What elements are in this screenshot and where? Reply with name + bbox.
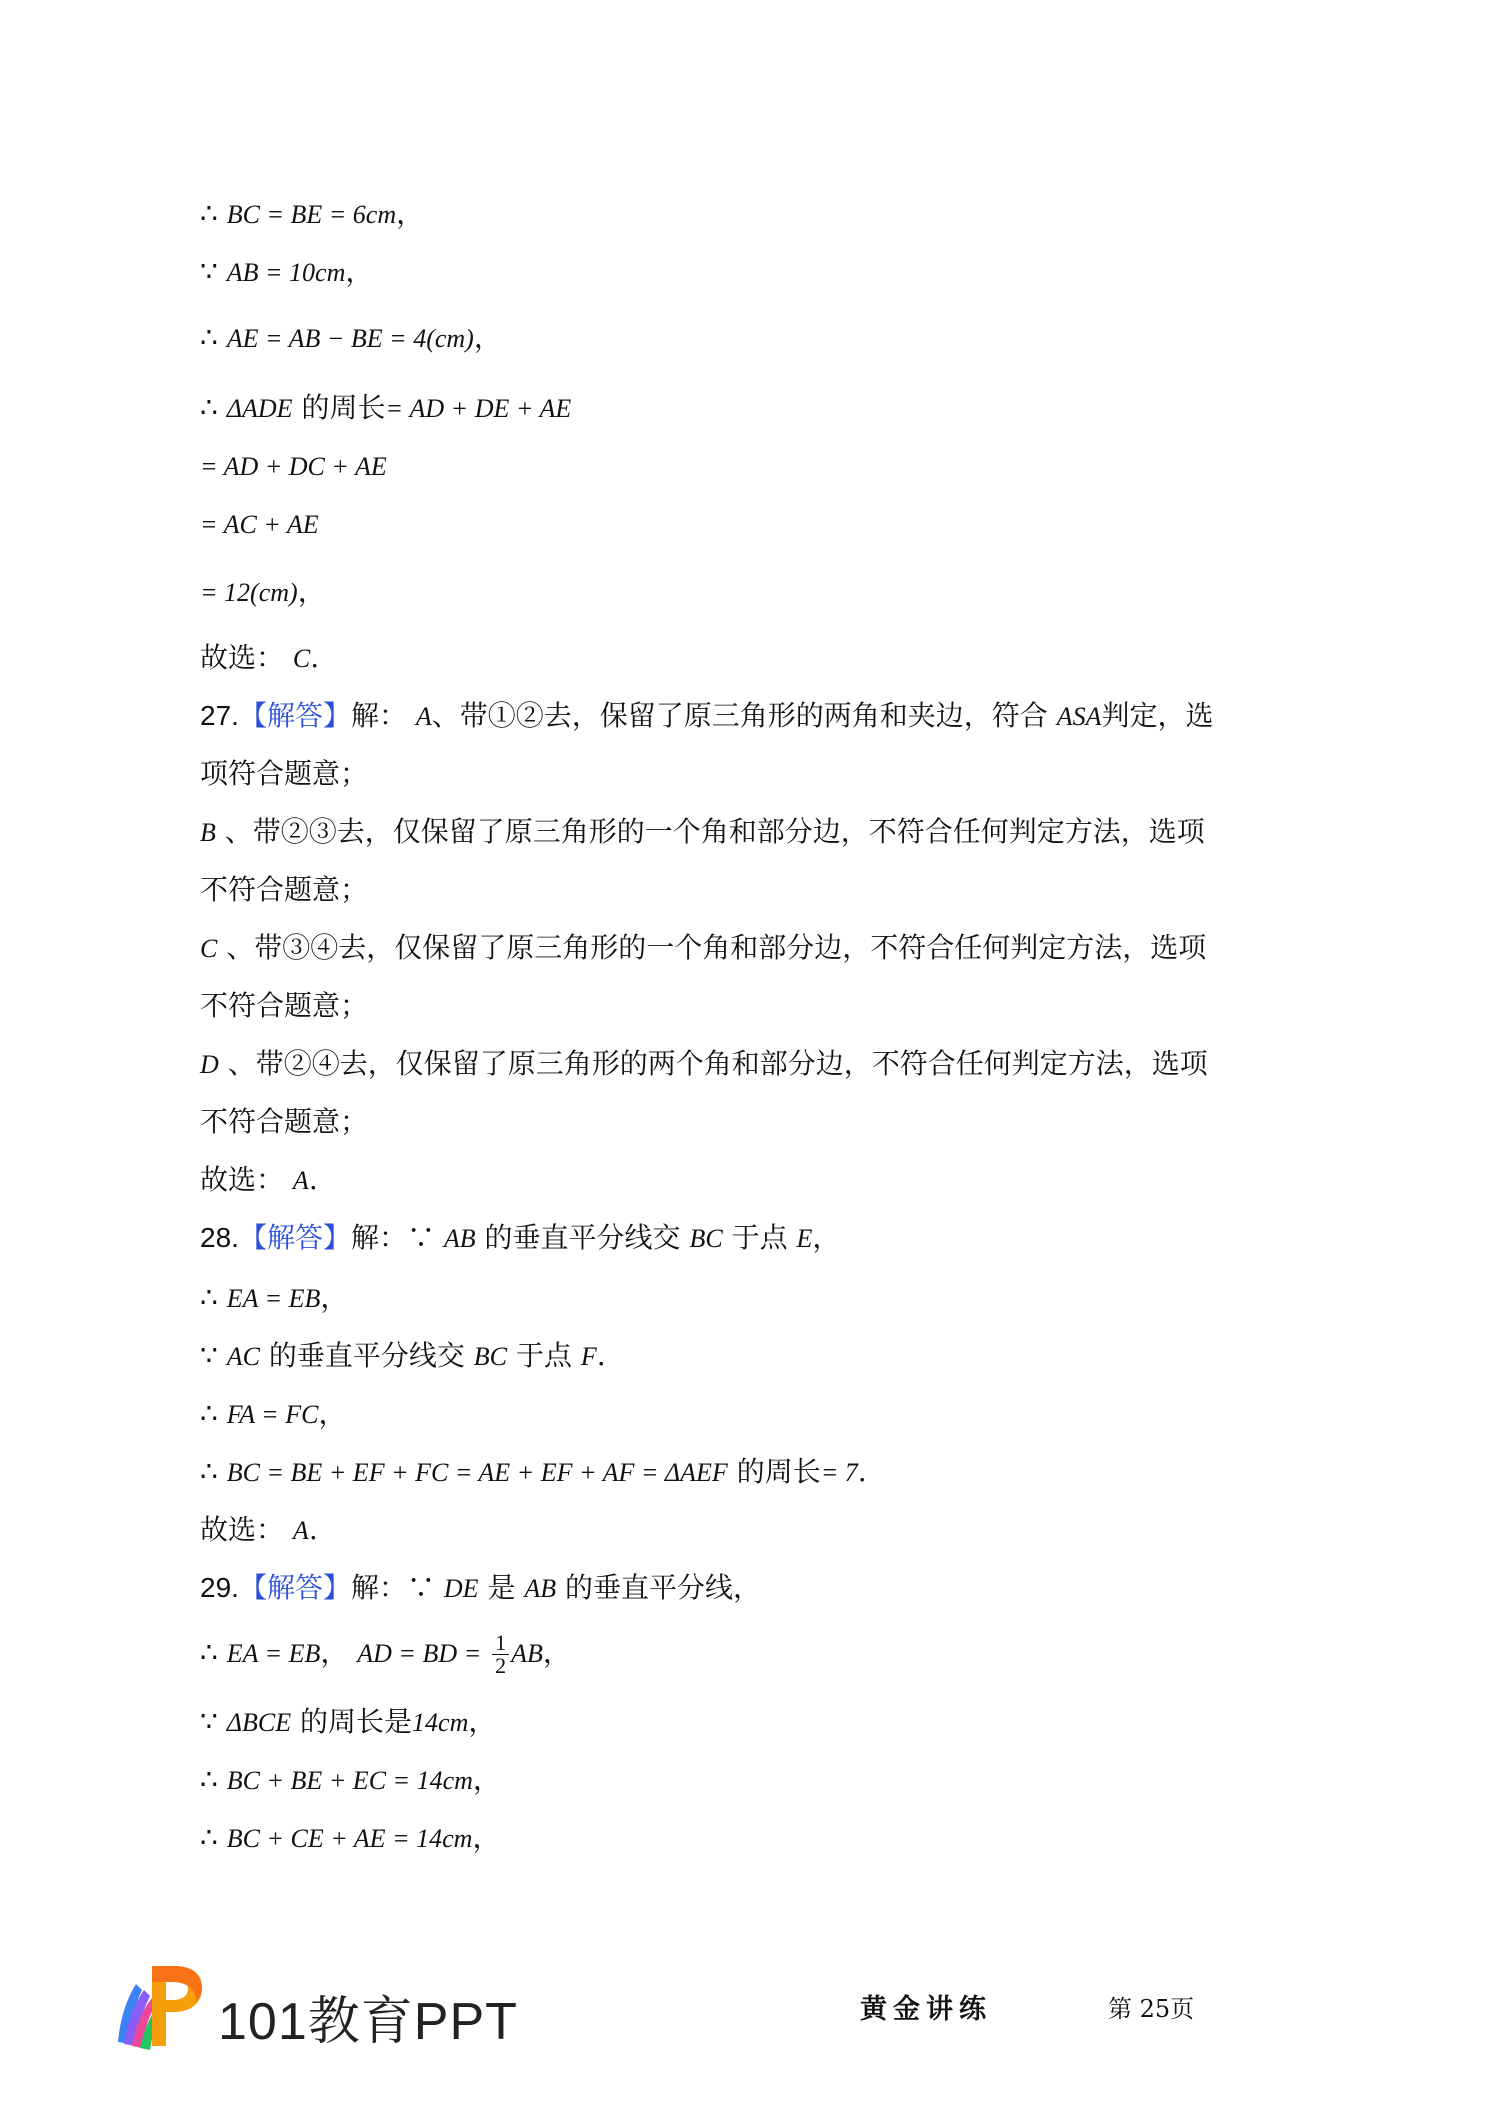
q27-option-b: B 、带②③去，仅保留了原三角形的一个角和部分边，不符合任何判定方法，选项 [200,815,1205,848]
q28-answer: 故选： A. [200,1513,318,1546]
q29-line-5: ∴ BC + CE + AE = 14cm， [200,1821,501,1854]
q28-number: 28. [200,1222,239,1253]
derivation-line-2: ∵ AB = 10cm， [200,255,374,288]
q29-line-1: 29.【解答】解：∵ DE 是 AB 的垂直平分线， [200,1571,762,1604]
brand-logo-icon [112,1960,204,2052]
q28-line-5: ∴ BC = BE + EF + FC = AE + EF + AF = ΔAEF 的周长= 7. [200,1455,867,1488]
derivation-line-6: = AC + AE [200,510,319,539]
q29-tag: 【解答】 [238,1571,351,1604]
brand-name: 101教育PPT [218,1993,518,2051]
q28-line-4: ∴ FA = FC， [200,1397,347,1430]
q28-tag: 【解答】 [238,1221,351,1254]
q28-line-2: ∴ EA = EB， [200,1281,349,1314]
derivation-line-4: ∴ ΔADE 的周长= AD + DE + AE [200,391,572,424]
q29-number: 29. [200,1572,239,1603]
q29-line-4: ∴ BC + BE + EC = 14cm， [200,1763,501,1796]
q27-line-2: 项符合题意； [200,757,369,790]
q27-option-d: D 、带②④去，仅保留了原三角形的两个角和部分边，不符合任何判定方法，选项 [200,1047,1208,1080]
q27-tag: 【解答】 [238,699,351,732]
q27-option-b-cont: 不符合题意； [200,873,369,906]
derivation-line-5: = AD + DC + AE [200,452,387,481]
q27-answer: 故选： A. [200,1163,318,1196]
footer-title: 黄金讲练 [860,1994,992,2025]
q27-line-1: 27.【解答】解： A、带①②去，保留了原三角形的两角和夹边，符合 ASA判定，选 [200,699,1214,732]
derivation-line-1: ∴ BC = BE = 6cm， [200,197,425,230]
answer-line-26: 故选： C. [200,641,320,674]
q27-option-d-cont: 不符合题意； [200,1105,369,1138]
q29-line-3: ∵ ΔBCE 的周长是14cm， [200,1705,497,1738]
derivation-line-3: ∴ AE = AB − BE = 4(cm)， [200,321,502,354]
q28-line-3: ∵ AC 的垂直平分线交 BC 于点 F. [200,1339,606,1372]
derivation-line-7: = 12(cm)， [200,575,326,608]
page-number: 第 25页 [1108,1995,1195,2023]
q28-line-1: 28.【解答】解：∵ AB 的垂直平分线交 BC 于点 E， [200,1221,841,1254]
q27-option-c-cont: 不符合题意； [200,989,369,1022]
fraction-one-half: $\frac{1}{2}$ [492,1632,509,1677]
q27-option-c: C 、带③④去，仅保留了原三角形的一个角和部分边，不符合任何判定方法，选项 [200,931,1207,964]
q29-line-2: ∴ EA = EB， AD = BD = $\frac{1}{2}$ AB， [200,1630,571,1678]
q27-number: 27. [200,700,239,731]
